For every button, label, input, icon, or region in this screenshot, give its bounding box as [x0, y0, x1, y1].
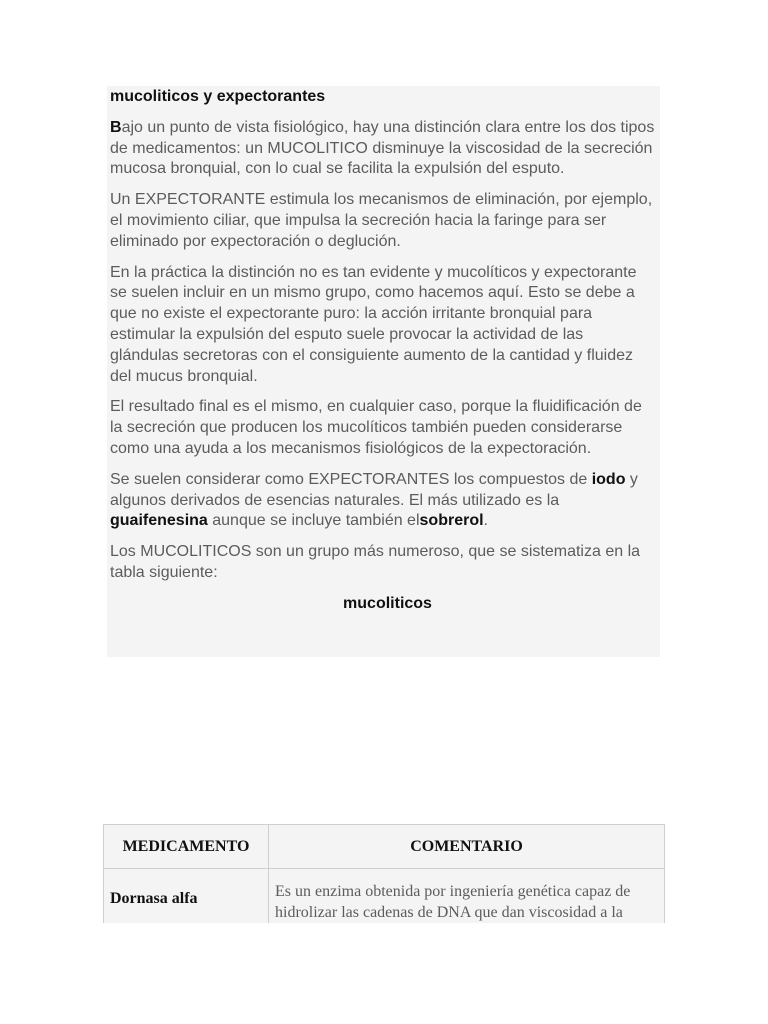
paragraph-2: Un EXPECTORANTE estimula los mecanismos de eliminación, por ejemplo, el movimiento ciliar, que impulsa la secreción hacia la faringe para ser eliminado por expectoración o deglución.: [110, 191, 653, 250]
table-header-row: [104, 825, 665, 869]
medication-comment: Es un enzima obtenida por ingeniería genética capaz de hidrolizar las cadenas de DNA que dan viscosidad a la: [269, 869, 665, 924]
term-guaifenesina: guaifenesina: [110, 512, 208, 530]
paragraph-5-text-4: .: [483, 512, 488, 530]
paragraph-1: [110, 118, 655, 180]
mucoliticos-table: [103, 824, 665, 923]
medication-name: Dornasa alfa: [104, 869, 269, 924]
article-heading: mucoliticos y expectorantes: [110, 88, 326, 105]
header-medicamento: MEDICAMENTO: [104, 825, 269, 869]
mucoliticos-table-wrapper: [103, 824, 665, 923]
table-title: [110, 594, 655, 615]
drop-initial: B: [110, 118, 122, 136]
term-iodo: iodo: [591, 470, 626, 488]
paragraph-5: [110, 470, 655, 532]
table-title-text: mucoliticos: [343, 594, 432, 612]
header-comentario: COMENTARIO: [269, 825, 665, 869]
paragraph-3: En la práctica la distinción no es tan evidente y mucolíticos y expectorante se suelen incluir en un mismo grupo, como hacemos aquí. Esto se debe a que no existe el expectorante puro: la acción irritante bronquial para estimular la expulsión del esputo suele provocar la actividad de las glándulas secretoras con el consiguiente aumento de la cantidad y fluidez del mucus bronquial.: [110, 263, 637, 385]
paragraph-5-text-2: y algunos derivados de esencias naturales. El más utilizado es la: [110, 470, 638, 509]
paragraph-1-text: ajo un punto de vista fisiológico, hay una distinción clara entre los dos tipos de medicamentos: un MUCOLITICO disminuye la viscosidad de la secreción mucosa bronquial, con lo cual se facilita la expulsión del esputo.: [110, 118, 655, 178]
paragraph-5-text-1: Se suelen considerar como EXPECTORANTES los compuestos de: [110, 470, 592, 488]
paragraph-6: Los MUCOLITICOS son un grupo más numeroso, que se sistematiza en la tabla siguiente:: [110, 543, 641, 581]
article-content: [110, 87, 655, 615]
table-row: [104, 869, 665, 924]
paragraph-4: El resultado final es el mismo, en cualquier caso, porque la fluidificación de la secreción que producen los mucolíticos también pueden considerarse como una ayuda a los mecanismos fisiológicos de la expectoración.: [110, 398, 642, 457]
term-sobrerol: sobrerol: [419, 512, 484, 530]
paragraph-5-text-3: aunque se incluye también el: [207, 512, 420, 530]
